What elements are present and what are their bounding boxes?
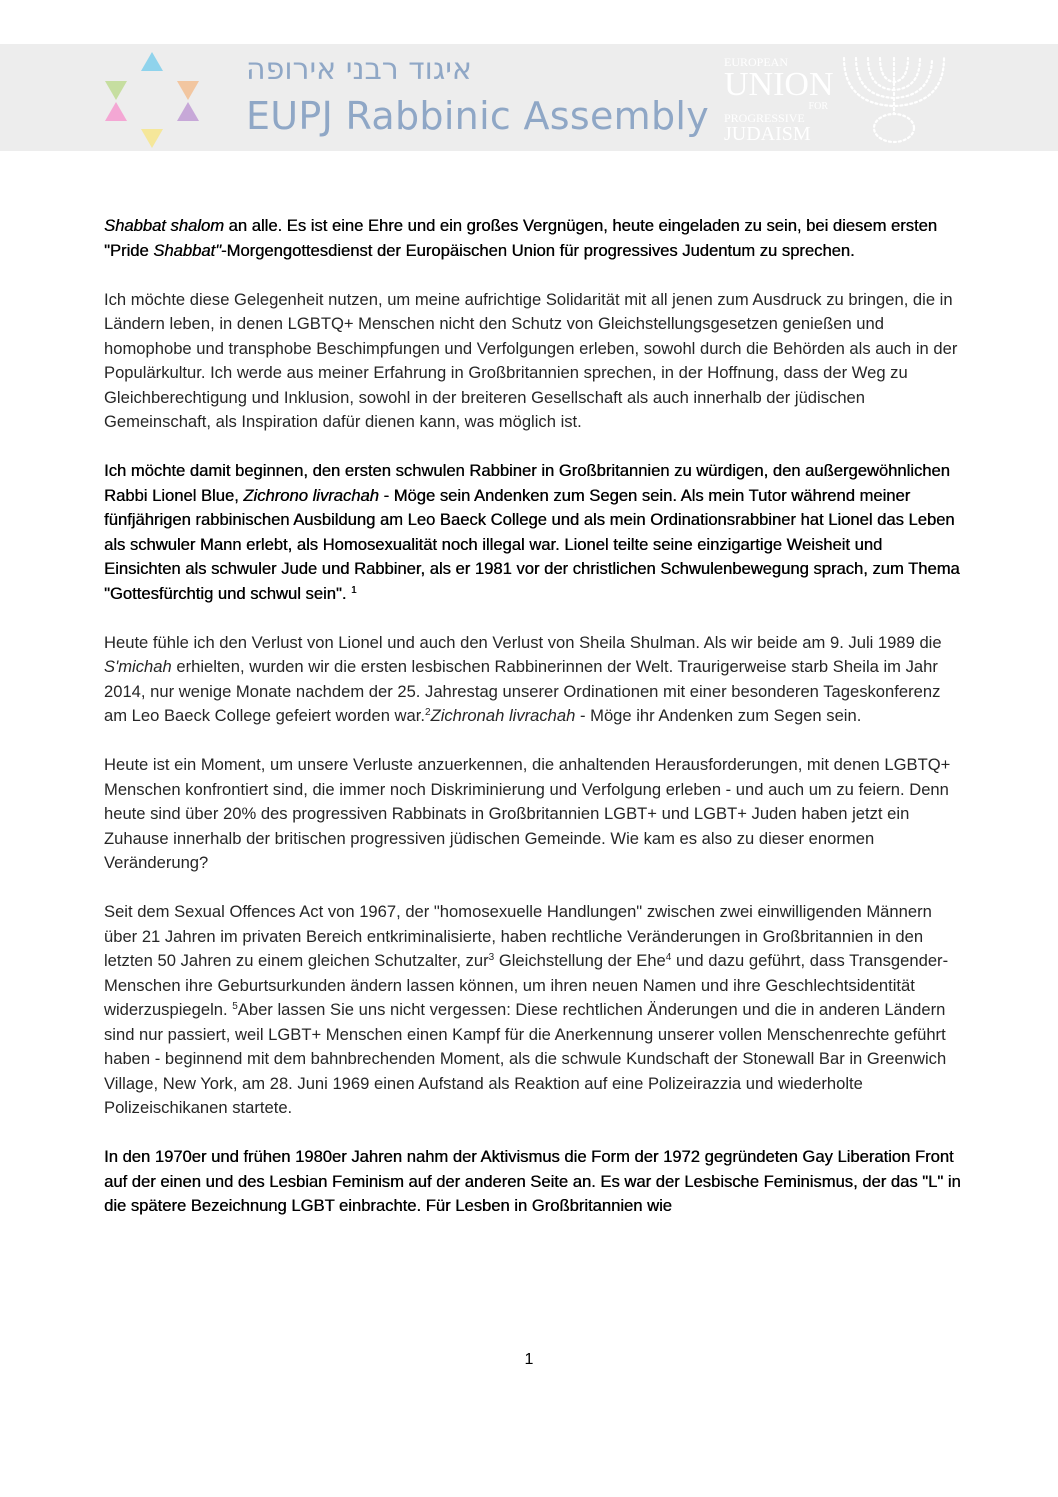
text-run: an alle. Es ist eine Ehre und ein großes Vergnügen, heute eingeladen zu sein, bei diesem ersten "Pride [104, 216, 938, 260]
body-paragraph [104, 288, 962, 435]
logo-triangle-lower-left [105, 102, 127, 121]
italic-term: Shabbat shalom [104, 216, 224, 235]
footnote-marker: 4 [665, 952, 672, 963]
text-run: -Morgengottesdienst der Europäischen Union für progressives Judentum zu sprechen. [220, 240, 855, 260]
union-logo-line: JUDAISM [724, 123, 811, 145]
footnote-marker: 3 [488, 952, 495, 963]
text-run: Gleichstellung der Ehe [494, 951, 666, 970]
text-run: und dazu geführt, dass Transgender-Menschen ihre Geburtsurkunden ändern lassen können, um ihren neuen Namen und ihre Geschlechtsidentität widerzuspiegeln. [104, 951, 949, 1019]
logo-triangle-top [141, 52, 163, 71]
text-run: - Möge ihr Andenken zum Segen sein. [575, 706, 862, 725]
union-logo-line: PROGRESSIVE [724, 111, 805, 125]
footnote-marker: 2 [425, 707, 431, 718]
union-logo-line: UNION [724, 66, 834, 103]
body-paragraph [104, 214, 962, 263]
letter-body [104, 214, 962, 1219]
logo-triangle-upper-left [105, 81, 127, 100]
body-paragraph [104, 753, 962, 876]
body-paragraph [104, 1145, 962, 1219]
text-run: Seit dem Sexual Offences Act von 1967, der "homosexuelle Handlungen" zwischen zwei einwilligenden Männern über 21 Jahren im privaten Bereich entkriminalisierte, haben rechtliche Veränderungen in Großbritannien in den letzten 50 Jahren zu einem gleichen Schutzalter, zur [104, 902, 932, 970]
page-number: 1 [524, 1351, 534, 1368]
italic-term: Zichrono livrachah [243, 485, 379, 505]
star-of-david-logo [100, 50, 204, 150]
body-paragraph [104, 900, 962, 1121]
logo-triangle-lower-right [177, 102, 199, 121]
european-union-progressive-judaism-logo [724, 55, 834, 145]
text-run: - Möge sein Andenken zum Segen sein. Als mein Tutor während meiner fünfjährigen rabbinischen Ausbildung am Leo Baeck College und als mein Ordinationsrabbiner hat Lionel das Leben als schwuler Mann erlebt, als Homosexualität noch illegal war. Lionel teilte seine einzigartige Weisheit und Einsichten als schwuler Jude und Rabbiner, als er 1981 vor der christlichen Schwulenbewegung sprach, zum Thema "Gottesfürchtig und schwul sein". [104, 485, 960, 603]
text-run: Heute fühle ich den Verlust von Lionel und auch den Verlust von Sheila Shulman. Als wir beide am 9. Juli 1989 die [104, 632, 942, 652]
footnote-marker: 1 [350, 584, 357, 596]
text-run: erhielten, wurden wir die ersten lesbischen Rabbinerinnen der Welt. Traurigerweise starb Sheila im Jahr 2014, nur wenige Monate nachdem der 25. Jahrestag unserer Ordinationen mit einer besonderen Tageskonferenz am Leo Baeck College gefeiert worden war. [104, 657, 941, 725]
text-run: Ich möchte diese Gelegenheit nutzen, um meine aufrichtige Solidarität mit all jenen zum Ausdruck zu bringen, die in Ländern leben, in denen LGBTQ+ Menschen nicht den Schutz von Gleichstellungsgesetzen genießen und homophobe und transphobe Beschimpfungen und Verfolgungen erleben, sowohl durch die Behörden als auch in der Populärkultur. Ich werde aus meiner Erfahrung in Großbritannien sprechen, in der Hoffnung, dass der Weg zu Gleichberechtigung und Inklusion, sowohl in der breiteren Gesellschaft als auch innerhalb der jüdischen Gemeinschaft, als Inspiration dafür dienen kann, was möglich ist. [104, 289, 958, 431]
hebrew-title: איגוד רבני אירופה [246, 52, 472, 87]
body-paragraph [104, 459, 962, 606]
italic-term: Shabbat" [153, 240, 221, 260]
text-run: Aber lassen Sie uns nicht vergessen: Diese rechtlichen Änderungen und die in anderen Ländern sind nur passiert, weil LGBT+ Menschen einen Kampf für die Anerkennung unserer vollen Menschenrechte geführt haben - beginnend mit dem bahnbrechenden Moment, als die schwule Kundschaft der Stonewall Bar in Greenwich Village, New York, am 28. Juni 1969 einen Aufstand als Reaktion auf eine Polizeirazzia und wiederholte Polizeischikanen startete. [104, 1000, 947, 1117]
assembly-title: EUPJ Rabbinic Assembly [246, 94, 710, 138]
logo-triangle-bottom [141, 129, 163, 148]
italic-term: Zichronah livrachah [430, 706, 576, 725]
menorah-icon [834, 54, 954, 146]
union-logo-line: FOR [808, 101, 828, 112]
text-run: In den 1970er und frühen 1980er Jahren nahm der Aktivismus die Form der 1972 gegründeten Gay Liberation Front auf der einen und des Lesbian Feminism auf der anderen Seite an. Es war der Lesbische Feminismus, der das "L" in die spätere Bezeichnung LGBT einbrachte. Für Lesben in Großbritannien wie [104, 1147, 961, 1215]
text-run: Ich möchte damit beginnen, den ersten schwulen Rabbiner in Großbritannien zu würdigen, den außergewöhnlichen Rabbi Lionel Blue, [104, 461, 950, 505]
italic-term: S'michah [104, 657, 172, 676]
logo-triangle-upper-right [177, 81, 199, 100]
body-paragraph [104, 631, 962, 729]
text-run: Heute ist ein Moment, um unsere Verluste anzuerkennen, die anhaltenden Herausforderungen, mit denen LGBTQ+ Menschen konfrontiert sind, die immer noch Diskriminierung und Verfolgung erleben - und auch um zu feiern. Denn heute sind über 20% des progressiven Rabbinats in Großbritannien LGBT+ und LGBT+ Juden haben jetzt ein Zuhause innerhalb der britischen progressiven jüdischen Gemeinde. Wie kam es also zu dieser enormen Veränderung? [104, 755, 951, 872]
footnote-marker: 5 [232, 1001, 238, 1012]
union-logo-line: EUROPEAN [724, 55, 789, 69]
